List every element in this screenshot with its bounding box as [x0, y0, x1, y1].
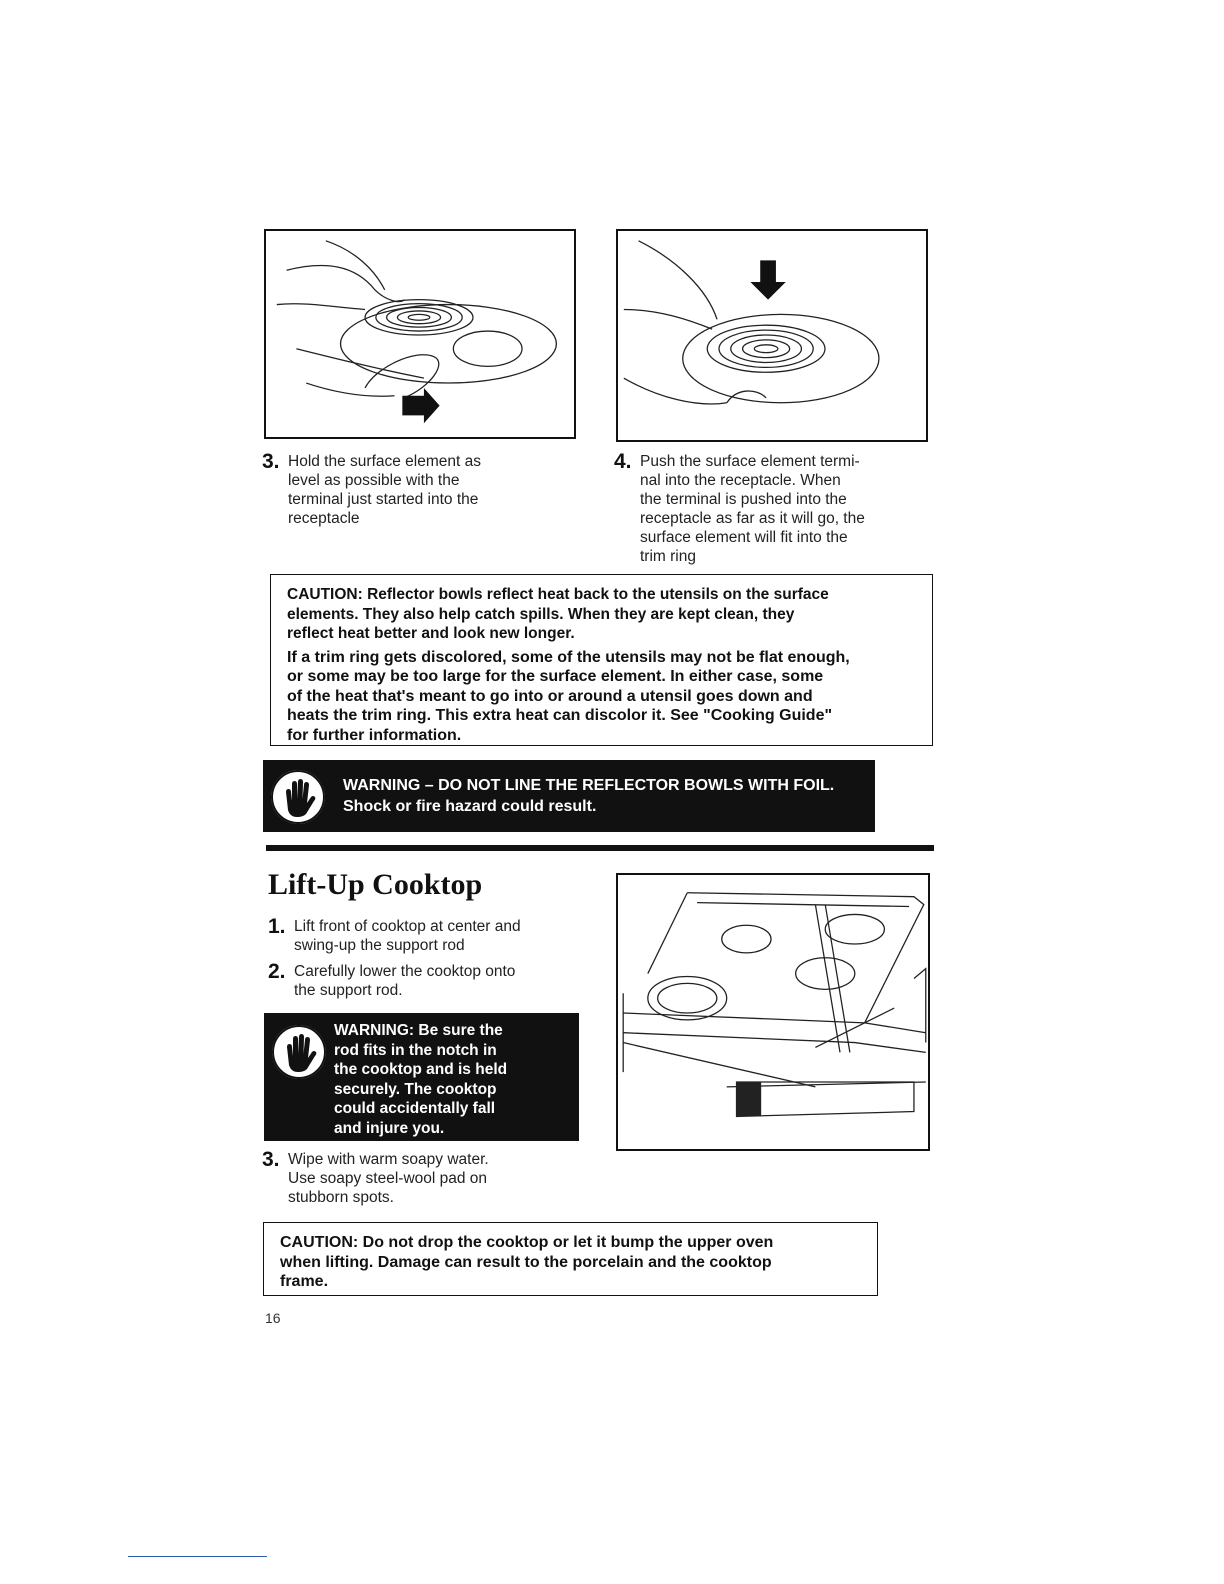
step-text: Carefully lower the cooktop onto the support rod. — [294, 963, 516, 999]
step-number: 3. — [262, 1148, 280, 1171]
hand-warning-icon — [271, 770, 325, 824]
warning-rod-box — [264, 1013, 579, 1141]
caution-paragraph-1: CAUTION: Reflector bowls reflect heat back to the utensils on the surface elements. They also help catch spills. When they are kept clean, they reflect heat better and look new longer. — [287, 586, 829, 642]
surface-element-illustration — [266, 231, 574, 437]
step-text: Lift front of cooktop at center and swing-up the support rod — [294, 918, 521, 954]
step-text: Push the surface element termi- nal into the receptacle. When the terminal is pushed into the receptacle as far as it will go, the surface element will fit into the trim ring — [640, 453, 865, 565]
figure-step-3 — [264, 229, 576, 439]
section-title: Lift-Up Cooktop — [268, 868, 483, 901]
footer-line — [128, 1556, 267, 1557]
step-text: Hold the surface element as level as possible with the terminal just started into the receptacle — [288, 453, 481, 527]
step-4-top — [614, 452, 934, 566]
step-number: 2. — [268, 960, 286, 983]
caution-cooktop-lifting — [263, 1222, 878, 1296]
arrow-right-icon — [402, 388, 439, 423]
lift-up-cooktop-illustration — [618, 875, 928, 1149]
step-number: 1. — [268, 915, 286, 938]
warning-rod-text: WARNING: Be sure the rod fits in the notch in the cooktop and is held securely. The cooktop could accidentally fall and injure you. — [334, 1022, 508, 1137]
caution-reflector-bowls — [270, 574, 933, 746]
step-1-bottom — [268, 917, 588, 955]
figure-lift-up-cooktop — [616, 873, 930, 1151]
step-text: Wipe with warm soapy water. Use soapy steel-wool pad on stubborn spots. — [288, 1151, 489, 1206]
arrow-down-icon — [750, 260, 785, 299]
warning-foil-bar — [263, 760, 875, 832]
step-2-bottom — [268, 962, 588, 1000]
surface-element-push-illustration — [618, 231, 926, 440]
step-3-bottom — [262, 1150, 582, 1207]
caution-cooktop-text: CAUTION: Do not drop the cooktop or let it bump the upper oven when lifting. Damage can result to the porcelain and the cooktop frame. — [280, 1234, 774, 1290]
section-divider — [266, 845, 934, 851]
warning-foil-text: WARNING – DO NOT LINE THE REFLECTOR BOWLS WITH FOIL. Shock or fire hazard could result. — [343, 777, 835, 815]
caution-paragraph-2: If a trim ring gets discolored, some of the utensils may not be flat enough, or some may be too large for the surface element. In either case, some of the heat that's meant to go into or around a utensil goes down and heats the trim ring. This extra heat can discolor it. See "Cooking Guide" for further information. — [287, 648, 850, 744]
figure-step-4 — [616, 229, 928, 442]
page-number: 16 — [265, 1310, 281, 1326]
step-number: 4. — [614, 450, 632, 473]
hand-warning-icon — [272, 1025, 326, 1079]
step-3-top — [262, 452, 562, 528]
step-number: 3. — [262, 450, 280, 473]
